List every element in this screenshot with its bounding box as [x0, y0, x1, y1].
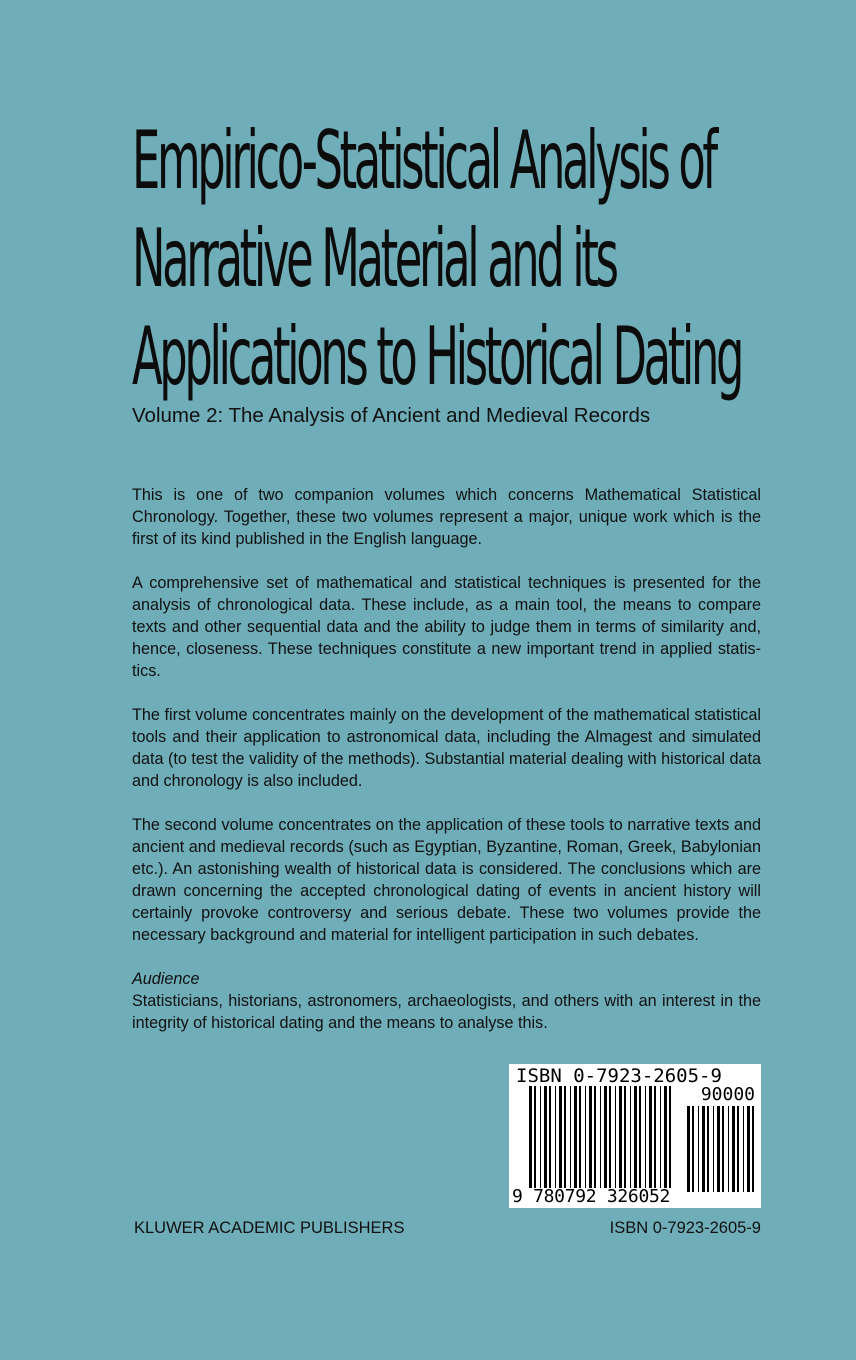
- barcode-bar: [732, 1106, 735, 1192]
- barcode-bar: [529, 1086, 532, 1188]
- blurb-paragraph-2: A comprehensive set of mathematical and statistical techniques is presented for the analysis of chronological data. These include, as a main tool, the means to compare texts and other sequential data and the ability to judge them in terms of similarity and, hence, closeness. These techniques constitute a new important trend in applied statistics.: [132, 574, 761, 680]
- barcode-bar: [692, 1106, 694, 1192]
- barcode-bar: [664, 1086, 667, 1188]
- barcode-bar: [645, 1086, 646, 1188]
- barcode-bar: [702, 1106, 705, 1192]
- barcode-bar: [752, 1106, 754, 1192]
- blurb-paragraph-3: The first volume concentrates mainly on the development of the mathematical statistical tools and their application to astronomical data, including the Almagest and simulated data (to test the validity of the methods). Substantial material dealing with historical data and chronology is also included.: [132, 706, 761, 790]
- barcode-bar: [574, 1086, 577, 1188]
- book-title-line-3: Applications to Historical Dating: [132, 310, 742, 403]
- book-title-line-2: Narrative Material and its: [132, 212, 616, 305]
- barcode-addon-number: 90000: [700, 1084, 755, 1105]
- barcode-bar: [713, 1106, 714, 1192]
- barcode-bar: [639, 1086, 641, 1188]
- barcode-bar: [743, 1106, 744, 1192]
- blurb-paragraph-1: This is one of two companion volumes which concerns Mathematical Statistical Chronology. Together, these two volumes represent a major, unique work which is the first of its kind published in the English language.: [132, 486, 761, 548]
- barcode-bar: [687, 1106, 690, 1192]
- barcode-bar: [669, 1086, 671, 1188]
- barcode-bar: [594, 1086, 596, 1188]
- barcode-ean-number: 9 780792 326052: [512, 1186, 671, 1207]
- blurb: [132, 484, 761, 1034]
- barcode-bar: [747, 1106, 750, 1192]
- publisher-name: KLUWER ACADEMIC PUBLISHERS: [134, 1219, 405, 1237]
- barcode-bar: [549, 1086, 551, 1188]
- barcode-bar: [649, 1086, 652, 1188]
- barcode-bar: [634, 1086, 637, 1188]
- audience-section: [132, 968, 761, 1034]
- barcode-bar: [604, 1086, 607, 1188]
- barcode-bar: [589, 1086, 592, 1188]
- barcode-bar: [728, 1106, 729, 1192]
- barcode-bar: [600, 1086, 601, 1188]
- audience-text: Statisticians, historians, astronomers, archaeologists, and others with an interest in the integrity of historical dating and the means to analyse this.: [132, 992, 761, 1032]
- barcode-bar: [624, 1086, 626, 1188]
- barcode-bar: [615, 1086, 616, 1188]
- barcode-bar: [722, 1106, 724, 1192]
- barcode-bar: [698, 1106, 699, 1192]
- audience-heading: Audience: [132, 970, 200, 988]
- barcode-bar: [564, 1086, 566, 1188]
- book-title: [132, 112, 742, 406]
- isbn-text: ISBN 0-7923-2605-9: [609, 1219, 761, 1237]
- barcode-bar: [707, 1106, 709, 1192]
- barcode-bar: [544, 1086, 547, 1188]
- barcode-bar: [555, 1086, 556, 1188]
- barcode-bar: [585, 1086, 586, 1188]
- barcode-bar: [660, 1086, 661, 1188]
- barcode-bar: [559, 1086, 562, 1188]
- barcode: [509, 1064, 761, 1208]
- blurb-paragraph-4: The second volume concentrates on the application of these tools to narrative texts and ancient and medieval records (such as Egyptian, Byzantine, Roman, Greek, Babylonian etc.). An astonishing wealth of historical data is considered. The conclusions which are drawn concerning the accepted chronological dating of events in ancient history will certainly provoke controversy and serious debate. These two volumes provide the necessary background and material for intelligent participation in such debates.: [132, 816, 761, 944]
- barcode-bar: [654, 1086, 656, 1188]
- book-subtitle: Volume 2: The Analysis of Ancient and Medieval Records: [132, 404, 651, 427]
- barcode-bar: [540, 1086, 541, 1188]
- barcode-bar: [579, 1086, 581, 1188]
- barcode-bar: [609, 1086, 611, 1188]
- barcode-isbn-label: ISBN 0-7923-2605-9: [516, 1065, 722, 1087]
- barcode-bar: [570, 1086, 571, 1188]
- book-title-line-1: Empirico-Statistical Analysis of: [132, 114, 715, 207]
- barcode-bar: [717, 1106, 720, 1192]
- barcode-bar: [534, 1086, 536, 1188]
- barcode-bar: [619, 1086, 622, 1188]
- barcode-bar: [630, 1086, 631, 1188]
- barcode-bar: [737, 1106, 739, 1192]
